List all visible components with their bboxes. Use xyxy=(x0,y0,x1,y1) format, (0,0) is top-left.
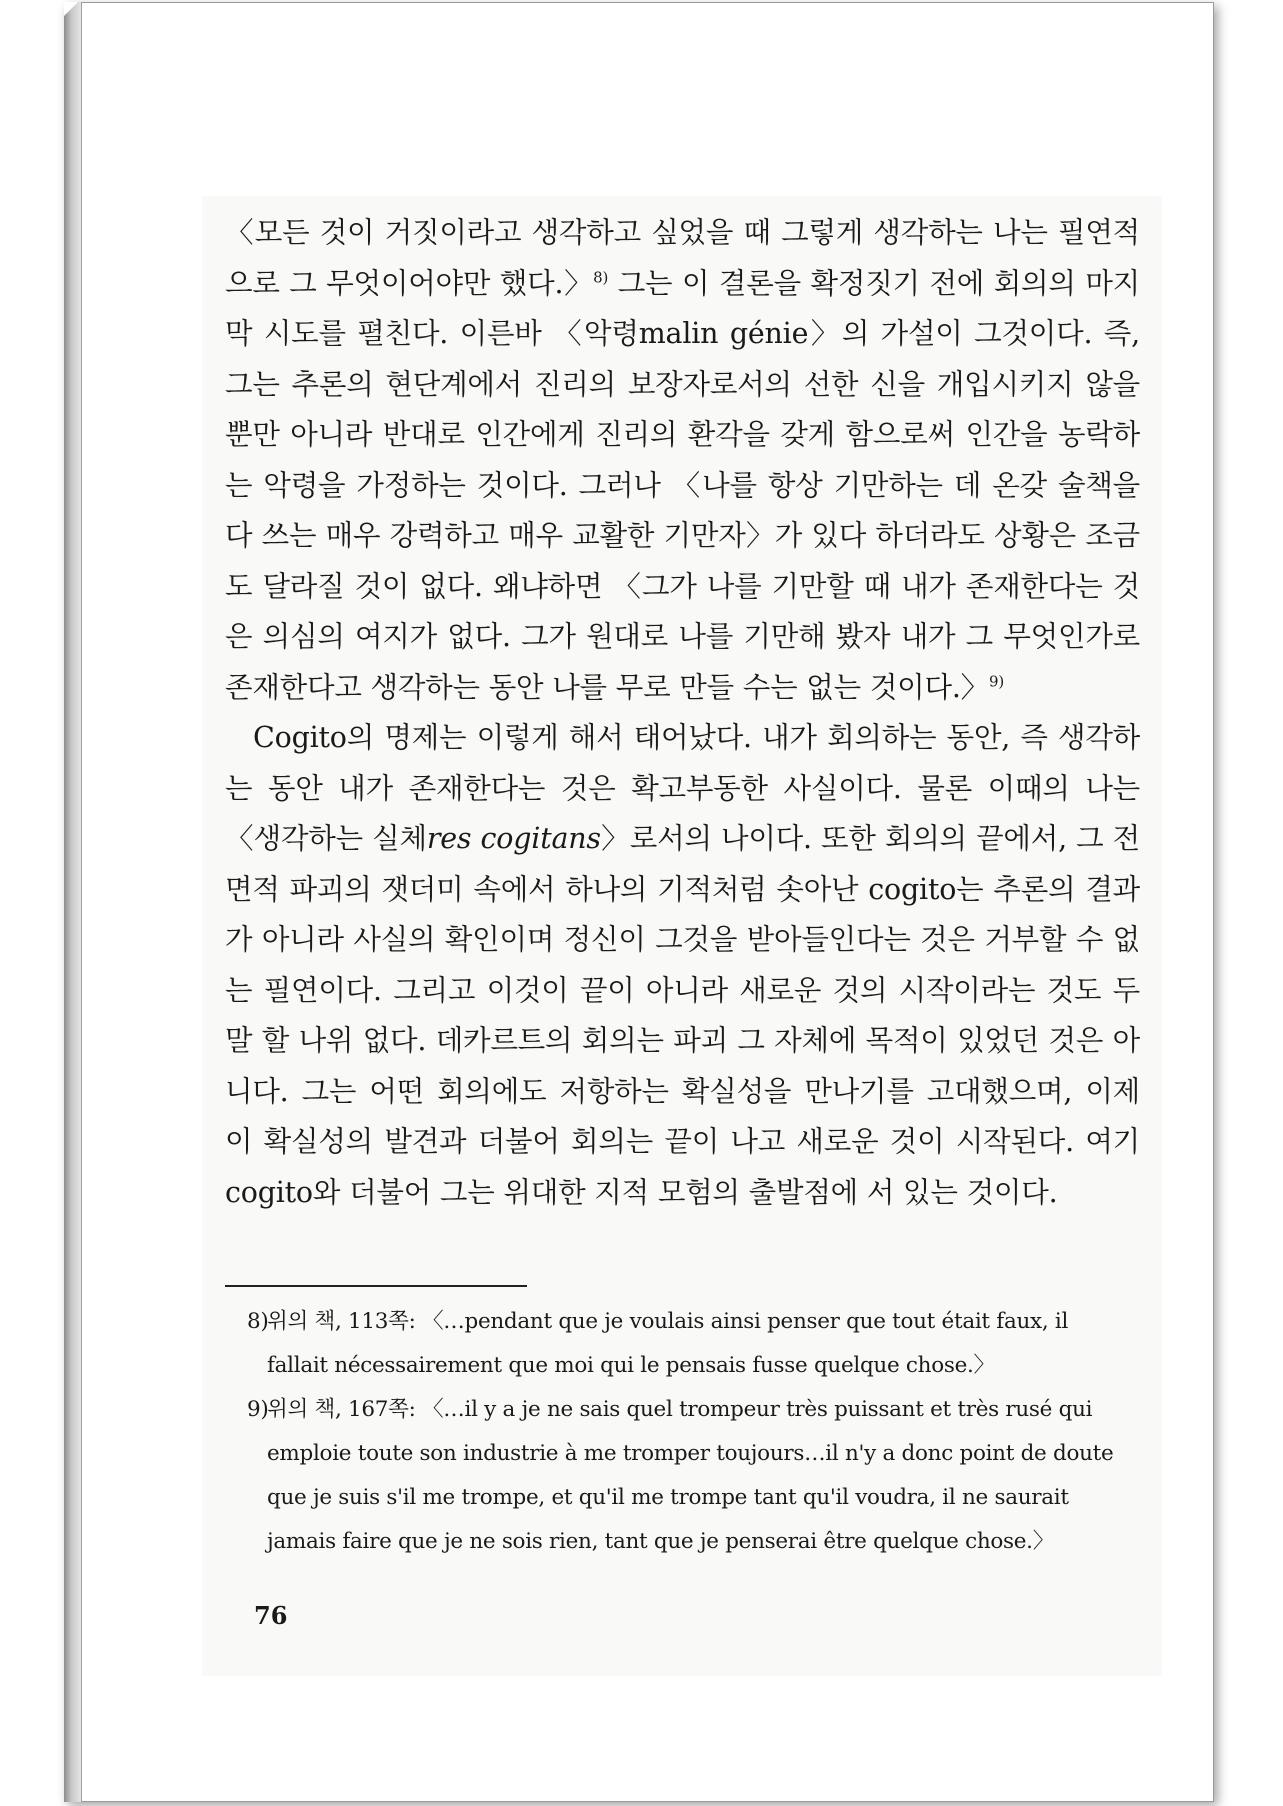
footnotes xyxy=(247,1300,1132,1564)
footnote-ref-9: 9) xyxy=(988,672,1004,690)
page-number: 76 xyxy=(254,1601,288,1630)
paragraph-2-part-1: Cogito의 명제는 이렇게 해서 태어났다. 내가 회의하는 동안, 즉 생각하는 동안 내가 존재한다는 것은 확고부동한 사실이다. 물론 이때의 나는 〈생각하는 실체 xyxy=(225,721,1140,855)
paragraph-1 xyxy=(225,208,1140,713)
page-corner xyxy=(64,2,78,16)
footnote-8-text: 위의 책, 113쪽: 〈…pendant que je voulais ainsi penser que tout était faux, il fallait nécessairement que moi qui le pensais fusse quelque chose.〉 xyxy=(267,1309,1069,1378)
footnote-9-number: 9) xyxy=(247,1397,269,1422)
book-spine xyxy=(64,2,82,1802)
footnote-divider xyxy=(225,1285,527,1287)
footnote-8 xyxy=(247,1300,1132,1388)
paragraph-2-italic: res cogitans xyxy=(426,822,601,855)
footnote-9-text: 위의 책, 167쪽: 〈…il y a je ne sais quel trompeur très puissant et très rusé qui emploie toute son industrie à me tromper toujours…il n'y a donc point de doute que je suis s'il me trompe, et qu'il me trompe tant qu'il voudra, il ne saurait jamais faire que je ne sois rien, tant que je penserai être quelque chose.〉 xyxy=(267,1397,1114,1554)
paragraph-1-part-2: 그는 이 결론을 확정짓기 전에 회의의 마지막 시도를 펼친다. 이른바 〈악령malin génie〉의 가설이 그것이다. 즉, 그는 추론의 현단계에서 진리의 보장자로서의 선한 신을 개입시키지 않을 뿐만 아니라 반대로 인간에게 진리의 환각을 갖게 함으로써 인간을 농락하는 악령을 가정하는 것이다. 그러나 〈나를 항상 기만하는 데 온갖 술책을 다 쓰는 매우 강력하고 매우 교활한 기만자〉가 있다 하더라도 상황은 조금도 달라질 것이 없다. 왜냐하면 〈그가 나를 기만할 때 내가 존재한다는 것은 의심의 여지가 없다. 그가 원대로 나를 기만해 봤자 내가 그 무엇인가로 존재한다고 생각하는 동안 나를 무로 만들 수는 없는 것이다.〉 xyxy=(225,266,1140,704)
paragraph-2-part-2: 〉로서의 나이다. 또한 회의의 끝에서, 그 전면적 파괴의 잿더미 속에서 하나의 기적처럼 솟아난 cogito는 추론의 결과가 아니라 사실의 확인이며 정신이 그것을 받아들인다는 것은 거부할 수 없는 필연이다. 그리고 이것이 끝이 아니라 새로운 것의 시작이라는 것도 두말 할 나위 없다. 데카르트의 회의는 파괴 그 자체에 목적이 있었던 것은 아니다. 그는 어떤 회의에도 저항하는 확실성을 만나기를 고대했으며, 이제 이 확실성의 발견과 더불어 회의는 끝이 나고 새로운 것이 시작된다. 여기 cogito와 더불어 그는 위대한 지적 모험의 출발점에 서 있는 것이다. xyxy=(225,822,1140,1209)
footnote-9 xyxy=(247,1388,1132,1564)
paragraph-1-part-1: 〈모든 것이 거짓이라고 생각하고 싶었을 때 그렇게 생각하는 나는 필연적으로 그 무엇이어야만 했다.〉 xyxy=(225,216,1140,300)
paragraph-2 xyxy=(225,713,1140,1218)
footnote-8-number: 8) xyxy=(247,1309,269,1334)
footnote-ref-8: 8) xyxy=(593,268,609,286)
body-text xyxy=(225,208,1140,1218)
